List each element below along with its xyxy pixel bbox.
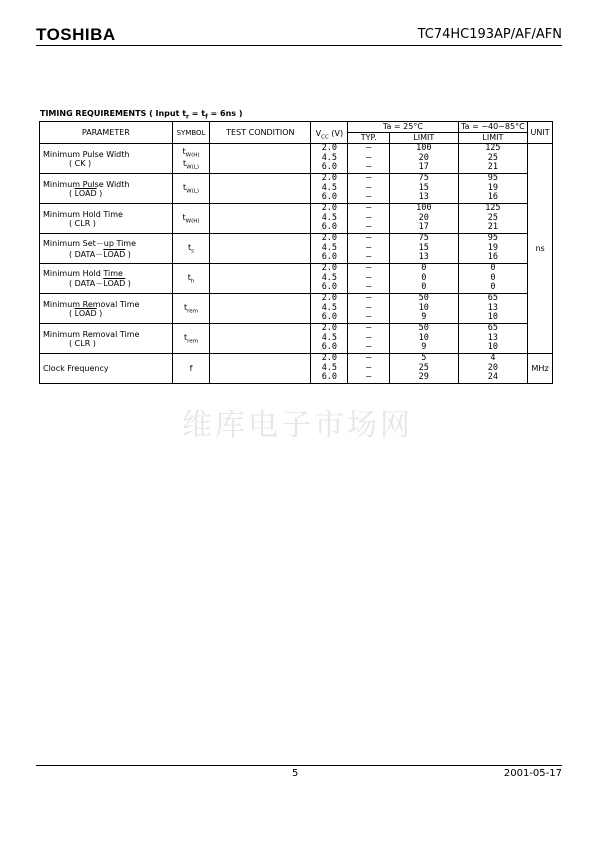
typ-cell: ― ― ― [348,354,390,384]
col-symbol: SYMBOL [172,122,210,144]
symbol-cell: $t_s$ [172,234,210,264]
watermark: 维库电子市场网 [182,408,413,443]
param-cell: Minimum Hold Time ( DATA－LOAD ) [40,264,173,294]
footer-rule [36,765,562,766]
param-cell: Minimum Removal Time ( CLR ) [40,324,173,354]
param-cell: Clock Frequency [40,354,173,384]
table-row [40,324,553,354]
limit85-cell: 95 19 16 [458,174,528,204]
unit-cell: ns [528,144,553,354]
vcc-cell: 2.0 4.5 6.0 [311,144,348,174]
condition-cell [210,294,311,324]
condition-cell [210,234,311,264]
limit25-cell: 0 0 0 [390,264,459,294]
vcc-cell: 2.0 4.5 6.0 [311,354,348,384]
typ-cell: ― ― ― [348,294,390,324]
limit85-cell: 125 25 21 [458,204,528,234]
vcc-cell: 2.0 4.5 6.0 [311,234,348,264]
limit85-cell: 4 20 24 [458,354,528,384]
condition-cell [210,354,311,384]
limit85-cell: 125 25 21 [458,144,528,174]
table-row [40,234,553,264]
typ-cell: ― ― ― [348,264,390,294]
col-limit-85: LIMIT [458,133,528,144]
table-row [40,174,553,204]
limit25-cell: 75 15 13 [390,174,459,204]
col-ta25: Ta = 25°C [348,122,458,133]
limit25-cell: 50 10 9 [390,324,459,354]
col-vcc: $V_{CC}$ (V) [311,122,348,144]
param-cell: Minimum Hold Time ( CLR ) [40,204,173,234]
limit25-cell: 75 15 13 [390,234,459,264]
condition-cell [210,324,311,354]
typ-cell: ― ― ― [348,174,390,204]
page-number: 5 [292,768,299,779]
part-number: TC74HC193AP/AF/AFN [417,27,562,42]
limit85-cell: 0 0 0 [458,264,528,294]
section-title: TIMING REQUIREMENTS ( Input $t_r = t_f = 6ns$ ) [40,109,243,121]
footer-date: 2001-05-17 [503,768,562,779]
symbol-cell: $t_h$ [172,264,210,294]
vcc-cell: 2.0 4.5 6.0 [311,264,348,294]
table-row [40,294,553,324]
param-cell: Minimum Set－up Time ( DATA－LOAD ) [40,234,173,264]
col-unit: UNIT [528,122,553,144]
header-rule [36,45,562,46]
vcc-cell: 2.0 4.5 6.0 [311,324,348,354]
param-cell: Minimum Pulse Width ( CK ) [40,144,173,174]
unit-cell: MHz [528,354,553,384]
symbol-cell: $t_{W(H)}$ $t_{W(L)}$ [172,144,210,174]
symbol-cell: $t_{rem}$ [172,324,210,354]
limit85-cell: 65 13 10 [458,294,528,324]
symbol-cell: $t_{W(L)}$ [172,174,210,204]
col-limit-25: LIMIT [390,133,459,144]
table-row [40,264,553,294]
limit25-cell: 100 20 17 [390,204,459,234]
vcc-cell: 2.0 4.5 6.0 [311,294,348,324]
condition-cell [210,144,311,174]
condition-cell [210,264,311,294]
typ-cell: ― ― ― [348,144,390,174]
timing-table [39,121,553,384]
table-row [40,144,553,174]
col-parameter: PARAMETER [40,122,173,144]
limit85-cell: 95 19 16 [458,234,528,264]
table-row [40,204,553,234]
brand-logo: TOSHIBA [36,25,116,44]
param-cell: Minimum Pulse Width ( LOAD ) [40,174,173,204]
col-test-condition: TEST CONDITION [210,122,311,144]
symbol-cell: f [172,354,210,384]
limit85-cell: 65 13 10 [458,324,528,354]
vcc-cell: 2.0 4.5 6.0 [311,174,348,204]
typ-cell: ― ― ― [348,204,390,234]
typ-cell: ― ― ― [348,234,390,264]
limit25-cell: 5 25 29 [390,354,459,384]
limit25-cell: 50 10 9 [390,294,459,324]
vcc-cell: 2.0 4.5 6.0 [311,204,348,234]
table-row [40,354,553,384]
condition-cell [210,204,311,234]
col-typ: TYP. [348,133,390,144]
limit25-cell: 100 20 17 [390,144,459,174]
symbol-cell: $t_{W(H)}$ [172,204,210,234]
typ-cell: ― ― ― [348,324,390,354]
col-ta-range: Ta = −40~85°C [458,122,528,133]
symbol-cell: $t_{rem}$ [172,294,210,324]
param-cell: Minimum Removal Time ( LOAD ) [40,294,173,324]
condition-cell [210,174,311,204]
